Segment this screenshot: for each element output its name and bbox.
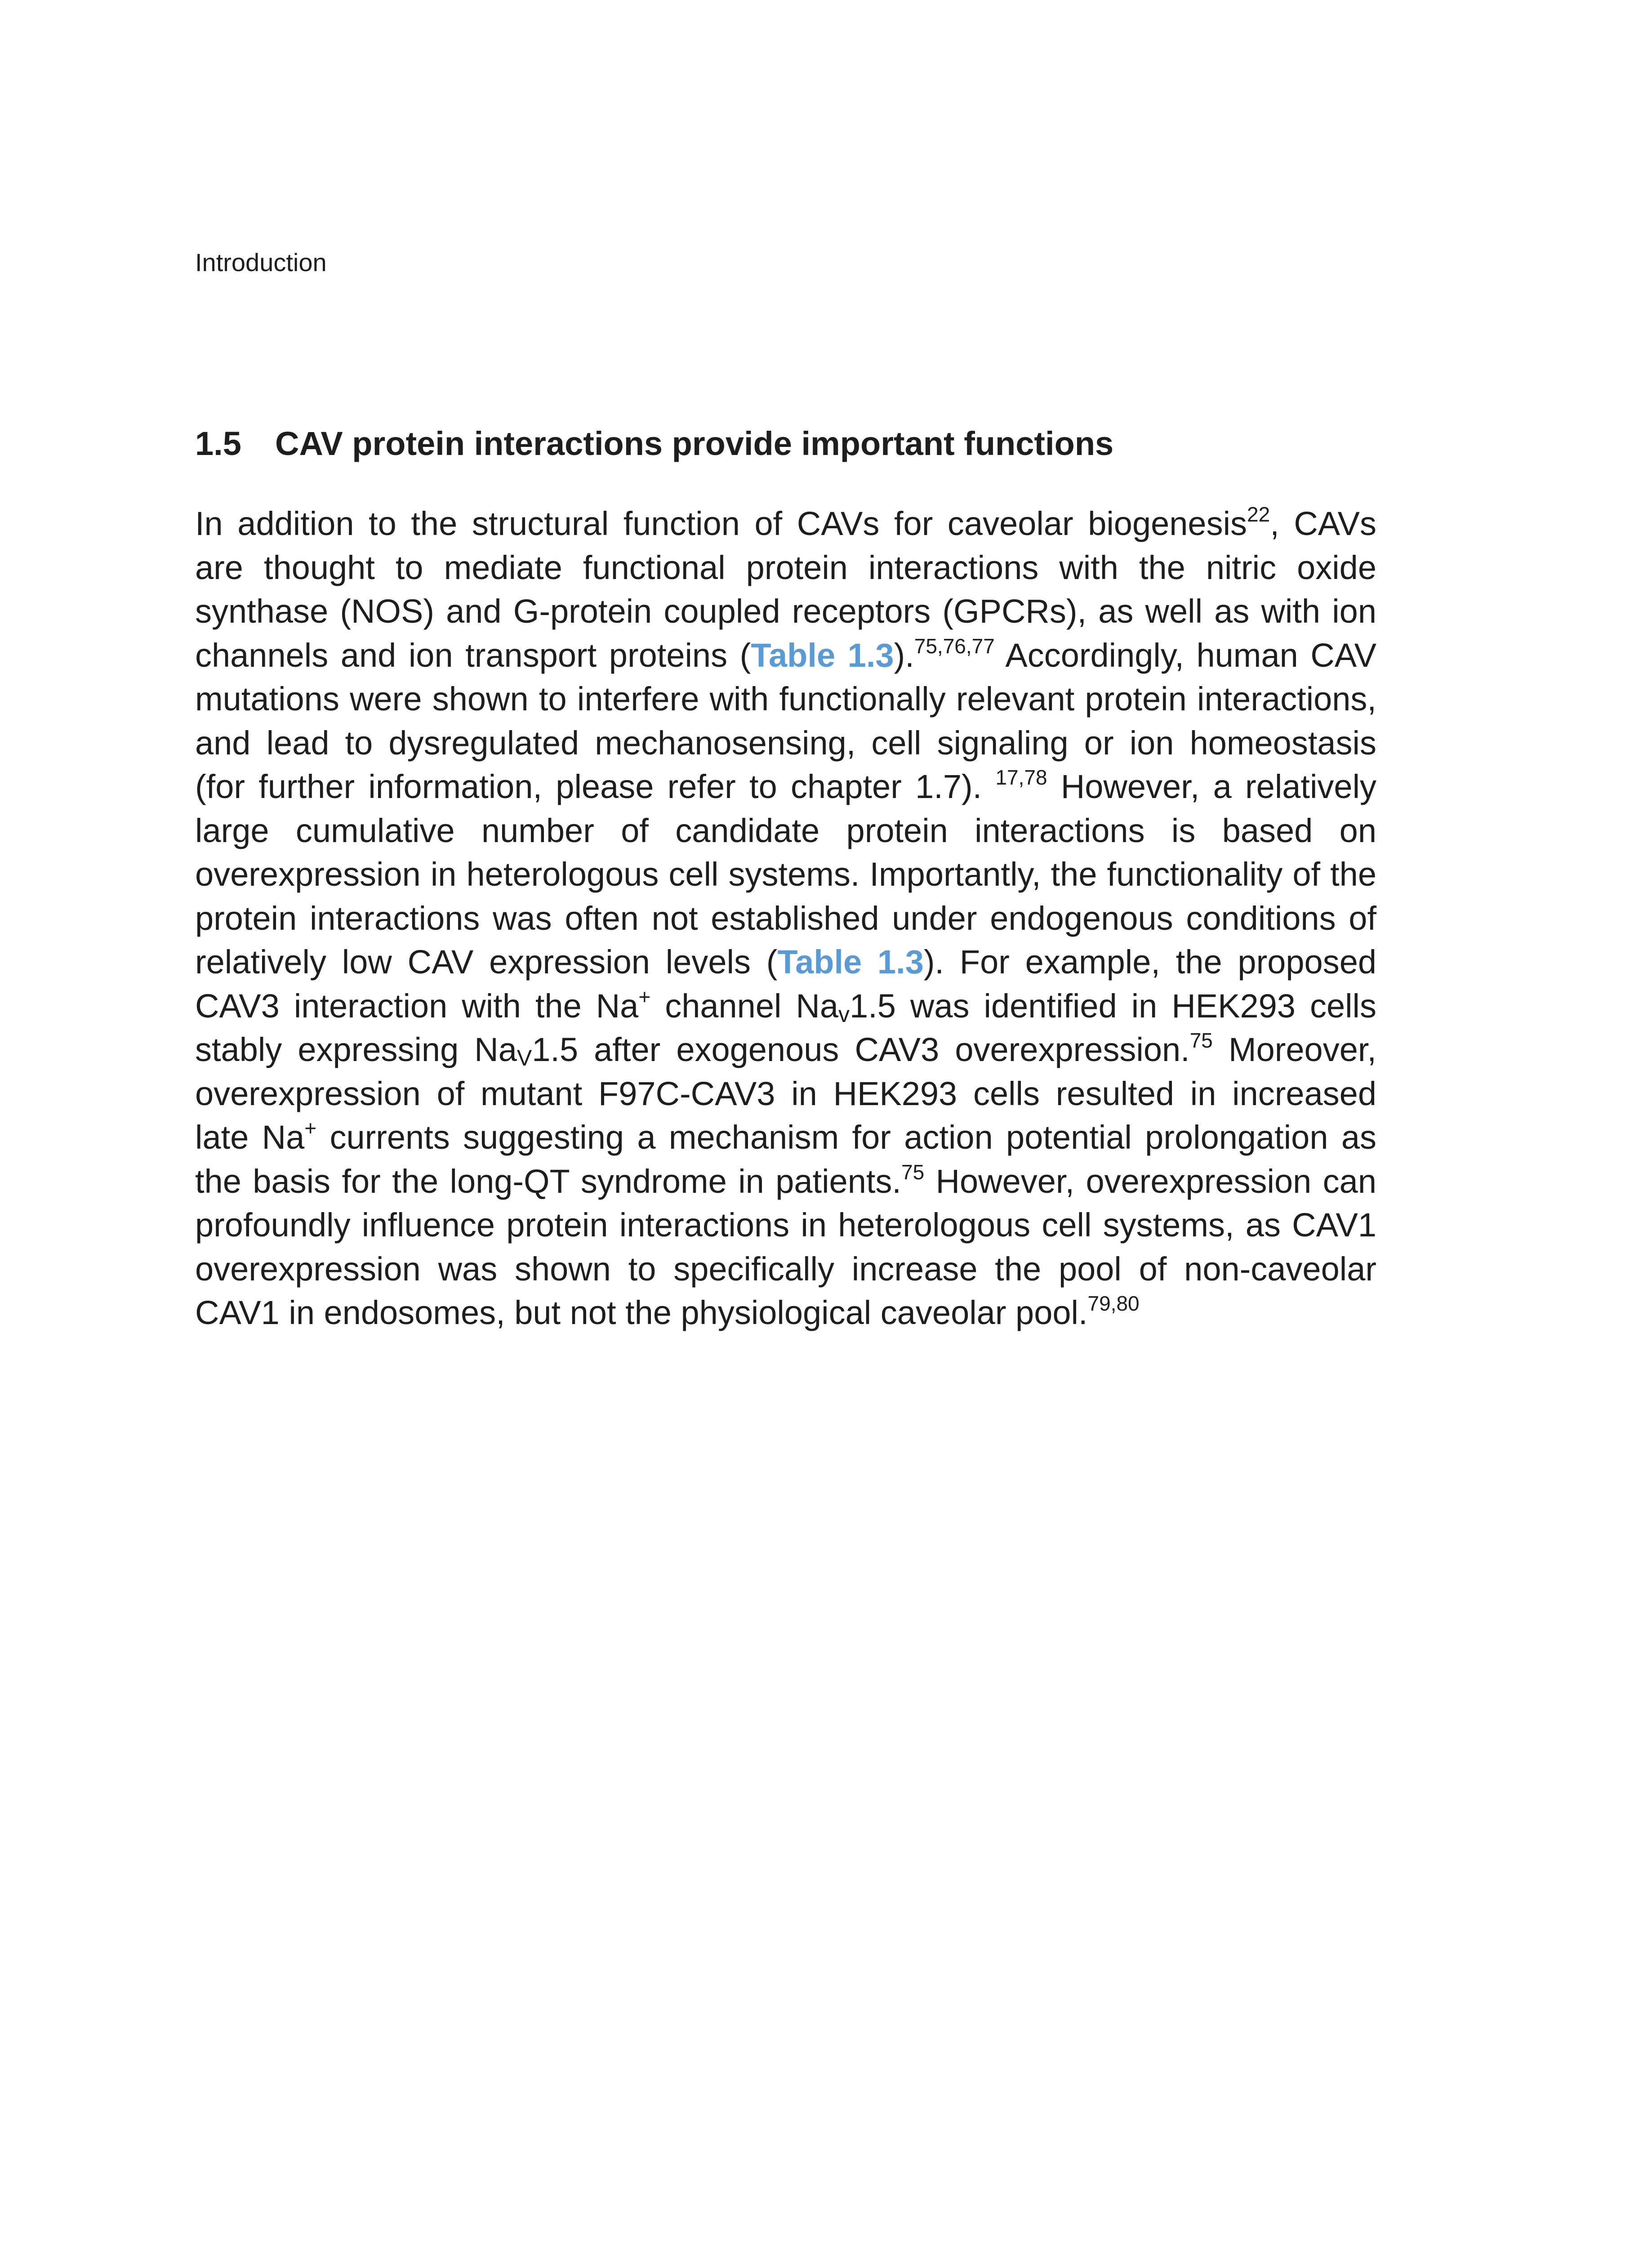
paragraph-line: channels and ion transport proteins (Table 1.3).$^{75,76,77}$ Accordingly, human CAV [195, 634, 1377, 674]
paragraph-line: overexpression of mutant F97C-CAV3 in HEK293 cells resulted in increased [195, 1075, 1376, 1112]
table-reference-link[interactable]: Table 1.3 [777, 943, 924, 981]
paragraph-line: and lead to dysregulated mechanosensing, cell signaling or ion homeostasis [195, 724, 1376, 762]
paragraph-line: are thought to mediate functional protein interactions with the nitric oxide [195, 549, 1376, 586]
citation-superscript: 75 [1189, 1029, 1213, 1052]
paragraph-line: (for further information, please refer to chapter 1.7). $^{17,78}$ However, a relatively [195, 766, 1377, 805]
charge-superscript: + [304, 1116, 317, 1140]
charge-superscript: + [638, 985, 651, 1008]
paragraph-line: late Na+ currents suggesting a mechanism for action potential prolongation as [195, 1116, 1376, 1156]
citation-superscript: 75,76,77 [914, 634, 995, 658]
paragraph-line: overexpression in heterologous cell systems. Importantly, the functionality of the [195, 856, 1376, 893]
subscript: V [517, 1045, 532, 1070]
body-paragraph [195, 502, 1376, 1335]
paragraph-line: protein interactions was often not established under endogenous conditions of [195, 899, 1376, 937]
table-reference-link[interactable]: Table 1.3 [751, 636, 894, 674]
section-heading [195, 427, 1113, 460]
subscript: v [838, 1001, 850, 1027]
running-header: Introduction [195, 248, 327, 277]
paragraph-line: synthase (NOS) and G-protein coupled receptors (GPCRs), as well as with ion [195, 593, 1376, 630]
paragraph-line: the basis for the long-QT syndrome in patients.$^{75}$ However, overexpression can [195, 1160, 1376, 1200]
citation-superscript: 17,78 [995, 766, 1047, 789]
citation-superscript: 75 [901, 1160, 925, 1184]
paragraph-line: relatively low CAV expression levels (Table 1.3). For example, the proposed [195, 943, 1376, 981]
paragraph-line: In addition to the structural function of CAVs for caveolar biogenesis$^{22}$, CAVs [195, 503, 1376, 542]
paragraph-line: CAV3 interaction with the Na+ channel $Na_v1.5$ was identified in HEK293 cells [195, 985, 1376, 1027]
paragraph-line: large cumulative number of candidate protein interactions is based on [195, 812, 1376, 849]
paragraph-line: stably expressing $Na_V1.5$ after exogenous CAV3 overexpression.$^{75}$ Moreover, [195, 1029, 1376, 1070]
section-title: CAV protein interactions provide important functions [275, 425, 1114, 462]
paragraph-line: CAV1 in endosomes, but not the physiological caveolar pool.$^{79,80}$ [195, 1292, 1140, 1331]
paragraph-line: overexpression was shown to specifically increase the pool of non-caveolar [195, 1250, 1376, 1288]
section-number: 1.5 [195, 425, 241, 462]
citation-superscript: 22 [1247, 503, 1270, 526]
citation-superscript: 79,80 [1087, 1292, 1140, 1315]
paragraph-line: profoundly influence protein interactions in heterologous cell systems, as CAV1 [195, 1206, 1376, 1244]
paragraph-line: mutations were shown to interfere with functionally relevant protein interactions, [195, 680, 1376, 718]
